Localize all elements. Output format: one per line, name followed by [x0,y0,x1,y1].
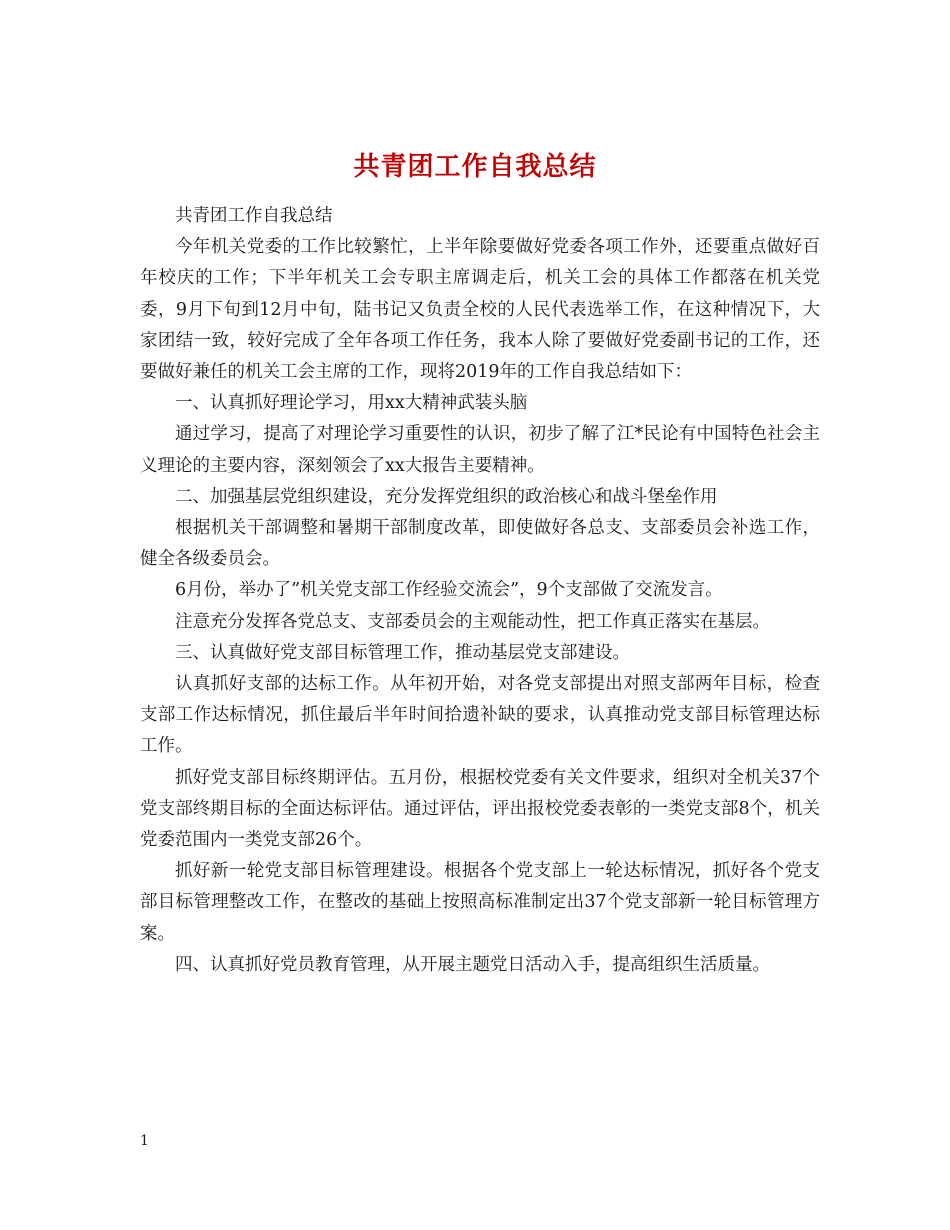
document-body [140,201,820,981]
paragraph: 根据机关干部调整和暑期干部制度改革，即使做好各总支、支部委员会补选工作，健全各级委员会。 [140,518,820,570]
paragraph: 认真抓好支部的达标工作。从年初开始，对各党支部提出对照支部两年目标，检查支部工作达标情况，抓住最后半年时间拾遗补缺的要求，认真推动党支部目标管理达标工作。 [140,674,820,757]
document-title: 共青团工作自我总结 [353,152,597,183]
paragraph: 6月份，举办了”机关党支部工作经验交流会”，9个支部做了交流发言。 [175,580,723,601]
page-number: 1 [140,1133,149,1149]
section-heading-4: 四、认真抓好党员教育管理，从开展主题党日活动入手，提高组织生活质量。 [175,954,770,975]
paragraph: 注意充分发挥各党总支、支部委员会的主观能动性，把工作真正落实在基层。 [175,611,770,632]
section-heading-3: 三、认真做好党支部目标管理工作，推动基层党支部建设。 [175,642,630,663]
paragraph: 抓好新一轮党支部目标管理建设。根据各个党支部上一轮达标情况，抓好各个党支部目标管理整改工作，在整改的基础上按照高标准制定出37个党支部新一轮目标管理方案。 [140,861,820,944]
section-heading-2: 二、加强基层党组织建设，充分发挥党组织的政治核心和战斗堡垒作用 [175,486,718,507]
paragraph: 通过学习，提高了对理论学习重要性的认识，初步了解了江*民论有中国特色社会主义理论的主要内容，深刻领会了xx大报告主要精神。 [140,424,820,476]
paragraph: 抓好党支部目标终期评估。五月份，根据校党委有关文件要求，组织对全机关37个党支部终期目标的全面达标评估。通过评估，评出报校党委表彰的一类党支部8个，机关党委范围内一类党支部26个。 [140,767,820,851]
paragraph-intro: 今年机关党委的工作比较繁忙，上半年除要做好党委各项工作外，还要重点做好百年校庆的工作；下半年机关工会专职主席调走后，机关工会的具体工作都落在机关党委，9月下旬到12月中旬，陆书记又负责全校的人民代表选举工作，在这种情况下，大家团结一致，较好完成了全年各项工作任务，我本人除了要做好党委副书记的工作，还要做好兼任的机关工会主席的工作，现将2019年的工作自我总结如下： [140,237,820,383]
section-heading-1: 一、认真抓好理论学习，用xx大精神武装头脑 [175,393,528,414]
paragraph-heading-repeat: 共青团工作自我总结 [175,206,333,226]
